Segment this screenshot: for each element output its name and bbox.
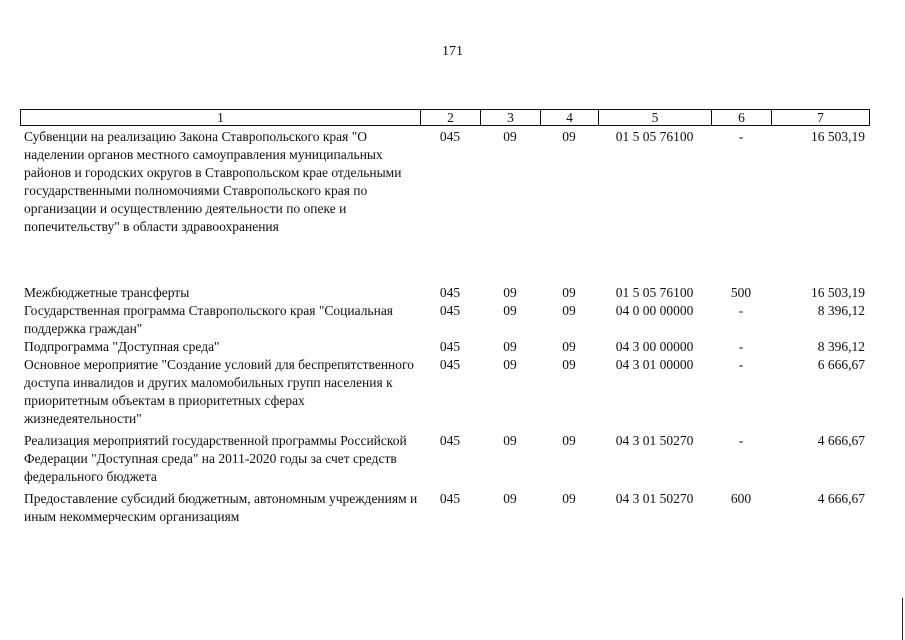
row-expense-type: 500: [730, 285, 752, 300]
scan-edge-mark: [902, 598, 903, 640]
row-expense-type: -: [738, 129, 744, 144]
table-row: [20, 302, 869, 338]
row-name: Предоставление субсидий бюджетным, автономным учреждениям и иным некоммерческим организациям: [24, 491, 418, 524]
row-expense-type: -: [738, 303, 744, 318]
row-section-code: 09: [503, 491, 517, 506]
row-subsection-code: 09: [562, 303, 576, 318]
row-name: Государственная программа Ставропольского края "Социальная поддержка граждан": [24, 303, 394, 336]
column-header-table: [20, 109, 870, 126]
table-row: [20, 284, 869, 302]
row-target-code: 04 3 00 00000: [615, 339, 694, 354]
row-subsection-code: 09: [562, 339, 576, 354]
row-amount: 6 666,67: [817, 357, 865, 372]
row-subsection-code: 09: [562, 357, 576, 372]
column-header-6: 6: [712, 110, 772, 126]
column-header-7: 7: [772, 110, 870, 126]
row-name: Основное мероприятие "Создание условий для беспрепятственного доступа инвалидов и других маломобильных групп населения к приоритетным объектам в приоритетных сферах жизнедеятельности": [24, 357, 414, 426]
row-section-code: 09: [503, 357, 517, 372]
table-row: [20, 356, 869, 432]
budget-table-body: [20, 128, 869, 526]
row-amount: 16 503,19: [811, 285, 865, 300]
row-expense-type: -: [738, 433, 744, 448]
table-row: [20, 432, 869, 490]
row-ministry-code: 045: [439, 285, 461, 300]
row-target-code: 04 3 01 50270: [615, 491, 694, 506]
row-target-code: 04 3 01 00000: [615, 357, 694, 372]
row-ministry-code: 045: [439, 303, 461, 318]
row-name: Субвенции на реализацию Закона Ставропольского края "О наделении органов местного самоуправления муниципальных районов и городских округов в Ставропольском крае отдельными государственными полномочиями Ставропольского края по организации и осуществлению деятельности по опеке и попечительству" в области здравоохранения: [24, 129, 402, 234]
column-header-5: 5: [599, 110, 712, 126]
row-section-code: 09: [503, 285, 517, 300]
column-header-row: [21, 110, 870, 126]
column-header-3: 3: [481, 110, 541, 126]
row-target-code: 04 3 01 50270: [615, 433, 694, 448]
row-ministry-code: 045: [439, 339, 461, 354]
page-number: 171: [442, 44, 463, 59]
row-subsection-code: 09: [562, 285, 576, 300]
table-row: [20, 128, 869, 284]
row-expense-type: -: [738, 339, 744, 354]
row-expense-type: 600: [730, 491, 752, 506]
row-ministry-code: 045: [439, 357, 461, 372]
row-section-code: 09: [503, 129, 517, 144]
row-subsection-code: 09: [562, 433, 576, 448]
column-header-1: 1: [21, 110, 421, 126]
row-expense-type: -: [738, 357, 744, 372]
row-amount: 8 396,12: [817, 303, 865, 318]
row-subsection-code: 09: [562, 491, 576, 506]
row-name: Межбюджетные трансферты: [24, 285, 190, 300]
table-row: [20, 490, 869, 526]
row-amount: 4 666,67: [817, 491, 865, 506]
table-row: [20, 338, 869, 356]
row-subsection-code: 09: [562, 129, 576, 144]
row-amount: 16 503,19: [811, 129, 865, 144]
row-target-code: 01 5 05 76100: [615, 285, 694, 300]
row-ministry-code: 045: [439, 491, 461, 506]
row-ministry-code: 045: [439, 129, 461, 144]
row-target-code: 04 0 00 00000: [615, 303, 694, 318]
row-amount: 8 396,12: [817, 339, 865, 354]
row-section-code: 09: [503, 339, 517, 354]
row-name: Подпрограмма "Доступная среда": [24, 339, 220, 354]
row-ministry-code: 045: [439, 433, 461, 448]
row-amount: 4 666,67: [817, 433, 865, 448]
row-section-code: 09: [503, 303, 517, 318]
row-section-code: 09: [503, 433, 517, 448]
column-header-2: 2: [421, 110, 481, 126]
column-header-4: 4: [541, 110, 599, 126]
row-name: Реализация мероприятий государственной программы Российской Федерации "Доступная среда" на 2011-2020 годы за счет средств федерального бюджета: [24, 433, 407, 484]
row-target-code: 01 5 05 76100: [615, 129, 694, 144]
